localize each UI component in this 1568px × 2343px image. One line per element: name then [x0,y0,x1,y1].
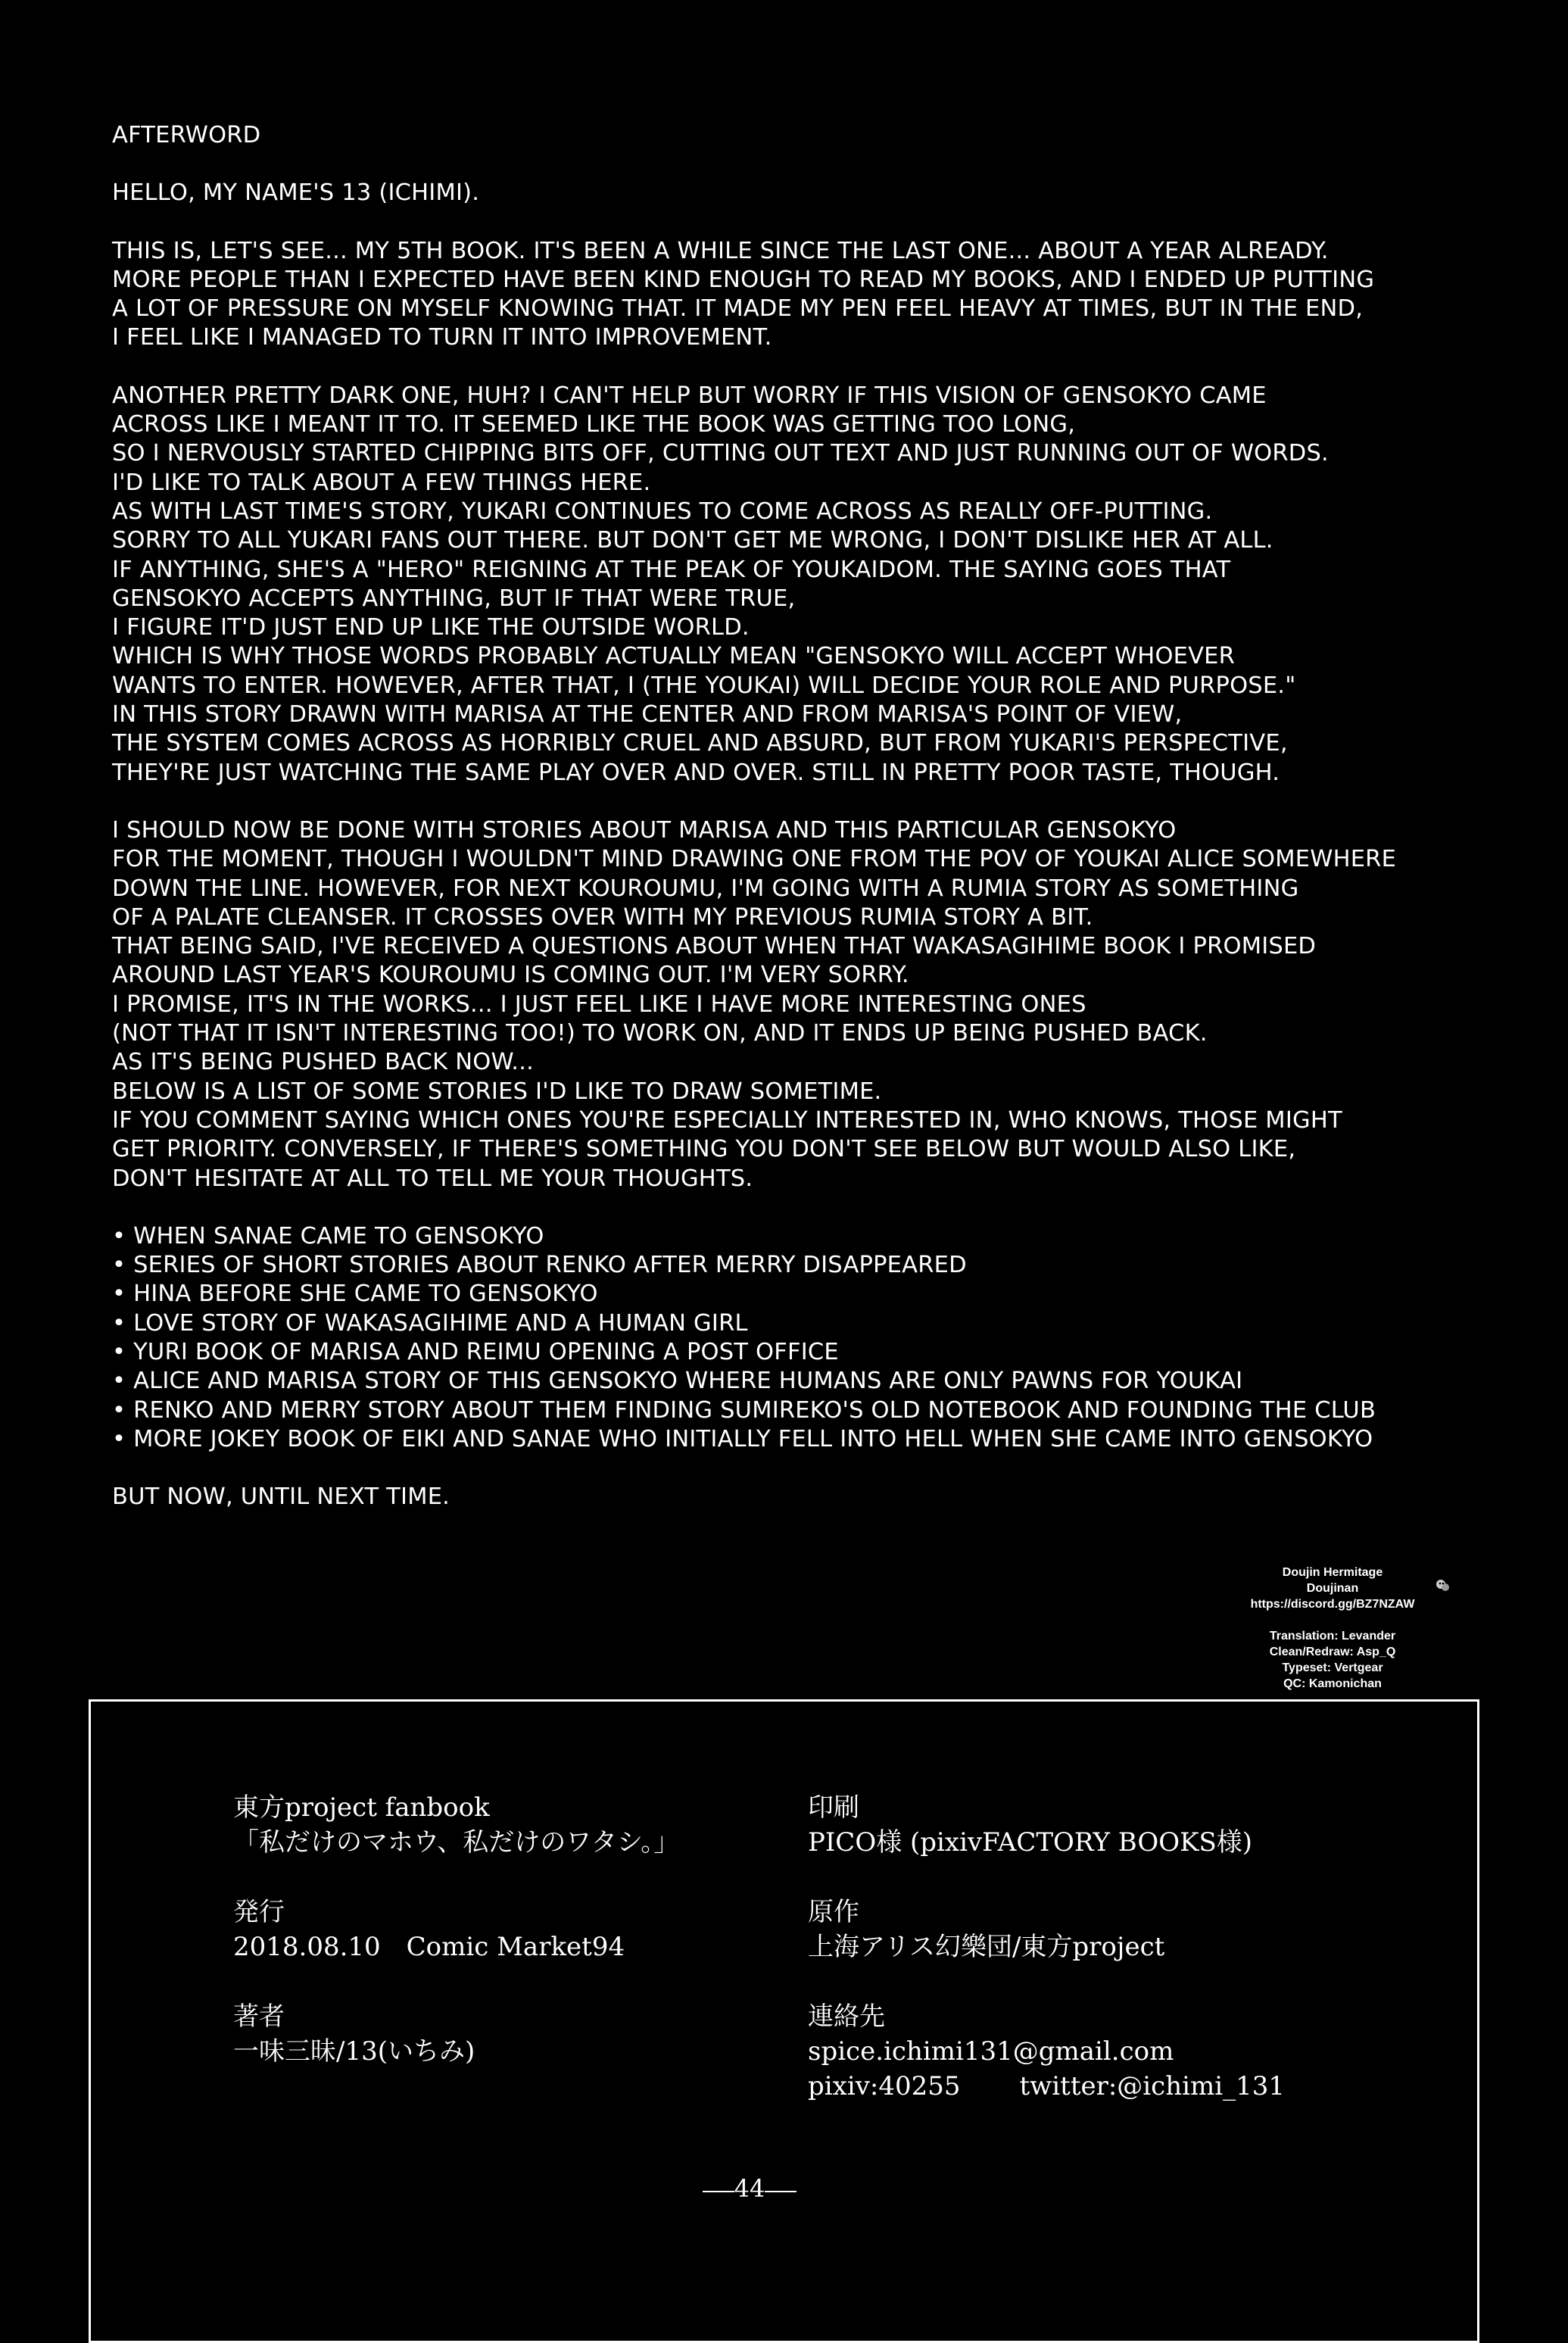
greeting: HELLO, MY NAME'S 13 (ICHIMI). [112,179,480,207]
paragraph-line: SORRY TO ALL YUKARI FANS OUT THERE. BUT DON'T GET ME WRONG, I DON'T DISLIKE HER AT ALL. [112,527,1273,554]
wishlist-item: • RENKO AND MERRY STORY ABOUT THEM FINDING SUMIREKO'S OLD NOTEBOOK AND FOUNDING THE CLUB [112,1396,1376,1424]
paragraph-line: AS WITH LAST TIME'S STORY, YUKARI CONTINUES TO COME ACROSS AS REALLY OFF-PUTTING. [112,498,1213,525]
contact-block [808,1999,1285,2104]
group-name: Doujin Hermitage [1282,1566,1383,1579]
colophon-left-column [233,1790,679,2069]
paragraph-line: THIS IS, LET'S SEE... MY 5TH BOOK. IT'S BEEN A WHILE SINCE THE LAST ONE... ABOUT A YEAR ALREADY. [112,237,1329,264]
author-block [233,1999,679,2069]
paragraph-line: MORE PEOPLE THAN I EXPECTED HAVE BEEN KIND ENOUGH TO READ MY BOOKS, AND I ENDED UP PUTTING [112,266,1375,293]
credit-clean: Clean/Redraw: Asp_Q [1269,1646,1396,1658]
afterword-text [112,121,1490,1512]
paragraph-line: OF A PALATE CLEANSER. IT CROSSES OVER WITH MY PREVIOUS RUMIA STORY A BIT. [112,903,1093,931]
wishlist-item: • MORE JOKEY BOOK OF EIKI AND SANAE WHO INITIALLY FELL INTO HELL WHEN SHE CAME INTO GENSOKYO [112,1425,1373,1452]
paragraph-line: I FIGURE IT'D JUST END UP LIKE THE OUTSIDE WORLD. [112,614,750,641]
contact-social-row [808,2069,1285,2104]
group-sub: Doujinan [1306,1582,1359,1595]
wishlist-item: • YURI BOOK OF MARISA AND REIMU OPENING A POST OFFICE [112,1338,839,1365]
title-block [233,1790,679,1860]
author-value: 一味三昧/13(いちみ) [233,2036,475,2067]
published-label: 発行 [233,1897,285,1927]
paragraph-line: AROUND LAST YEAR'S KOUROUMU IS COMING OUT. I'M VERY SORRY. [112,962,909,989]
published-value: 2018.08.10 Comic Market94 [233,1932,625,1962]
paragraph-line: IN THIS STORY DRAWN WITH MARISA AT THE CENTER AND FROM MARISA'S POINT OF VIEW, [112,701,1183,728]
paragraph-line: AS IT'S BEING PUSHED BACK NOW... [112,1049,534,1076]
credit-typeset: Typeset: Vertgear [1282,1661,1383,1674]
wishlist-item: • LOVE STORY OF WAKASAGIHIME AND A HUMAN GIRL [112,1309,748,1337]
paragraph-line: DOWN THE LINE. HOWEVER, FOR NEXT KOUROUMU, I'M GOING WITH A RUMIA STORY AS SOMETHING [112,875,1299,902]
wishlist-item: • ALICE AND MARISA STORY OF THIS GENSOKYO WHERE HUMANS ARE ONLY PAWNS FOR YOUKAI [112,1368,1243,1395]
paragraph-line: (NOT THAT IT ISN'T INTERESTING TOO!) TO WORK ON, AND IT ENDS UP BEING PUSHED BACK. [112,1020,1208,1047]
contact-label: 連絡先 [808,2001,885,2032]
credit-translation: Translation: Levander [1269,1630,1396,1643]
print-value: PICO様 (pixivFACTORY BOOKS様) [808,1827,1253,1858]
original-value: 上海アリス幻樂団/東方project [808,1932,1165,1962]
contact-email: spice.ichimi131@gmail.com [808,2036,1174,2067]
paragraph-line: ANOTHER PRETTY DARK ONE, HUH? I CAN'T HELP BUT WORRY IF THIS VISION OF GENSOKYO CAME [112,382,1267,409]
paragraph-line: WHICH IS WHY THOSE WORDS PROBABLY ACTUALLY MEAN "GENSOKYO WILL ACCEPT WHOEVER [112,643,1236,670]
contact-twitter: twitter:@ichimi_131 [1019,2071,1286,2101]
paragraph-line: ACROSS LIKE I MEANT IT TO. IT SEEMED LIKE THE BOOK WAS GETTING TOO LONG, [112,411,1076,438]
afterword-heading: AFTERWORD [112,122,261,148]
contact-pixiv: pixiv:40255 [808,2071,961,2101]
paragraph-line: IF ANYTHING, SHE'S A "HERO" REIGNING AT THE PEAK OF YOUKAIDOM. THE SAYING GOES THAT [112,556,1231,583]
paragraph-line: THAT BEING SAID, I'VE RECEIVED A QUESTIONS ABOUT WHEN THAT WAKASAGIHIME BOOK I PROMISED [112,933,1317,960]
print-label: 印刷 [808,1792,859,1823]
author-label: 著者 [233,2001,285,2032]
colophon-right-column [808,1790,1285,2104]
group-logo-icon [1434,1577,1452,1595]
paragraph-line: IF YOU COMMENT SAYING WHICH ONES YOU'RE ESPECIALLY INTERESTED IN, WHO KNOWS, THOSE MIGHT [112,1106,1342,1134]
paragraph-line: I FEEL LIKE I MANAGED TO TURN IT INTO IMPROVEMENT. [112,324,772,351]
paragraph-line: DON'T HESITATE AT ALL TO TELL ME YOUR THOUGHTS. [112,1165,753,1192]
wishlist-item: • WHEN SANAE CAME TO GENSOKYO [112,1222,544,1249]
paragraph-line: A LOT OF PRESSURE ON MYSELF KNOWING THAT. IT MADE MY PEN FEEL HEAVY AT TIMES, BUT IN THE END, [112,295,1364,323]
paragraph-line: I PROMISE, IT'S IN THE WORKS... I JUST FEEL LIKE I HAVE MORE INTERESTING ONES [112,991,1086,1018]
paragraph-line: BELOW IS A LIST OF SOME STORIES I'D LIKE TO DRAW SOMETIME. [112,1078,882,1105]
paragraph-line: I SHOULD NOW BE DONE WITH STORIES ABOUT MARISA AND THIS PARTICULAR GENSOKYO [112,816,1177,844]
paragraph-line: GENSOKYO ACCEPTS ANYTHING, BUT IF THAT WERE TRUE, [112,585,796,612]
book-series: 東方project fanbook [233,1792,490,1823]
published-block [233,1895,679,1964]
paragraph-line: THE SYSTEM COMES ACROSS AS HORRIBLY CRUEL AND ABSURD, BUT FROM YUKARI'S PERSPECTIVE, [112,730,1288,757]
book-title: 「私だけのマホウ、私だけのワタシ。」 [233,1827,680,1858]
scanlation-credits [1196,1565,1469,1692]
wishlist-item: • SERIES OF SHORT STORIES ABOUT RENKO AFTER MERRY DISAPPEARED [112,1252,967,1279]
credit-qc: QC: Kamonichan [1283,1677,1382,1690]
original-block [808,1895,1285,1964]
paragraph-line: I'D LIKE TO TALK ABOUT A FEW THINGS HERE. [112,469,651,496]
wishlist-item: • HINA BEFORE SHE CAME TO GENSOKYO [112,1281,598,1308]
print-block [808,1790,1285,1860]
closing-line: BUT NOW, UNTIL NEXT TIME. [112,1483,450,1511]
page-number: 44 [681,2174,818,2203]
paragraph-line: THEY'RE JUST WATCHING THE SAME PLAY OVER AND OVER. STILL IN PRETTY POOR TASTE, THOUGH. [112,759,1280,786]
paragraph-line: GET PRIORITY. CONVERSELY, IF THERE'S SOMETHING YOU DON'T SEE BELOW BUT WOULD ALSO LIKE, [112,1136,1296,1163]
paragraph-line: WANTS TO ENTER. HOWEVER, AFTER THAT, I (THE YOUKAI) WILL DECIDE YOUR ROLE AND PURPOSE." [112,672,1296,699]
discord-link: https://discord.gg/BZ7NZAW [1250,1598,1415,1611]
paragraph-line: FOR THE MOMENT, THOUGH I WOULDN'T MIND DRAWING ONE FROM THE POV OF YOUKAI ALICE SOMEWHERE [112,846,1397,873]
original-label: 原作 [808,1897,859,1927]
paragraph-line: SO I NERVOUSLY STARTED CHIPPING BITS OFF, CUTTING OUT TEXT AND JUST RUNNING OUT OF WORDS. [112,440,1329,467]
